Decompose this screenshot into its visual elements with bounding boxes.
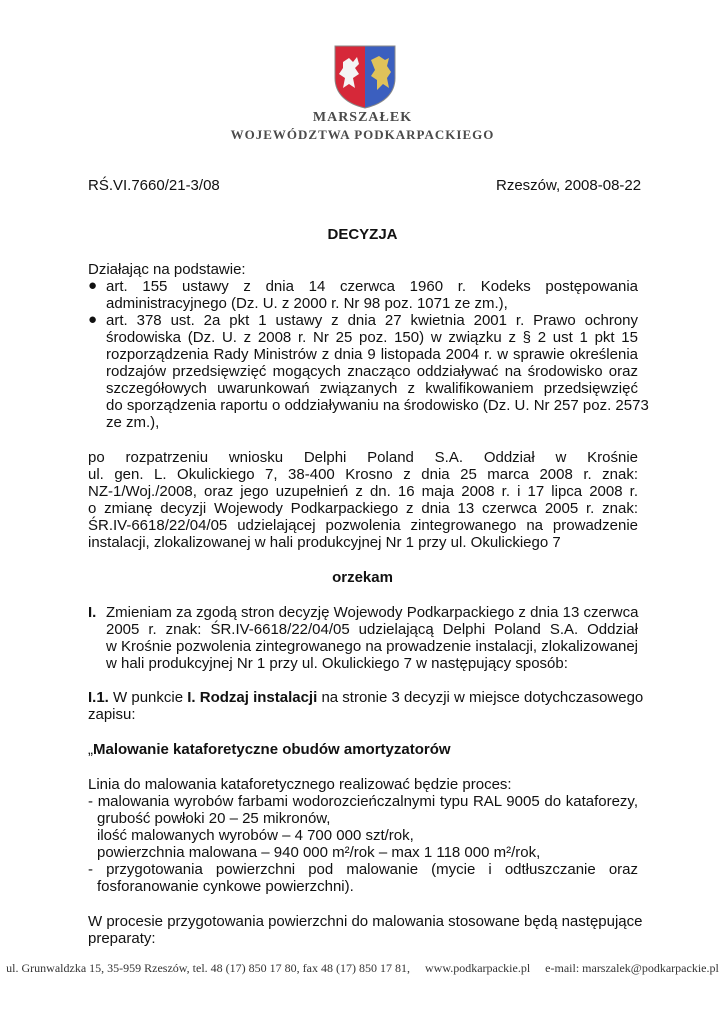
process-item-1: - malowania wyrobów farbami wodorozcieńczalnymi typu RAL 9005 do kataforezy,	[88, 793, 638, 810]
bullet-2-line-2: środowiska (Dz. U. z 2008 r. Nr 25 poz. 150) w związku z § 2 ust 1 pkt 15	[106, 329, 638, 346]
section-1-1-line-2: zapisu:	[88, 706, 136, 723]
process-item-2: grubość powłoki 20 – 25 mikronów,	[97, 810, 331, 827]
paragraph-1-line-5: ŚR.IV-6618/22/04/05 udzielającej pozwolenia zintegrowanego na prowadzenie	[88, 517, 638, 534]
header-title-line1: MARSZAŁEK	[312, 110, 413, 125]
section-1-1-bold: I. Rodzaj instalacji	[187, 689, 318, 706]
process-item-4: powierzchnia malowana – 940 000 m²/rok – max 1 118 000 m²/rok,	[97, 844, 541, 861]
section-1-line-4: w hali produkcyjnej Nr 1 przy ul. Okulickiego 7 w następujący sposób:	[106, 655, 568, 672]
paragraph-1-line-2: ul. gen. L. Okulickiego 7, 38-400 Krosno z dnia 25 marca 2008 r. znak:	[88, 466, 638, 483]
shield-icon	[333, 44, 397, 110]
process-item-5: - przygotowania powierzchni pod malowanie (mycie i odtłuszczanie oraz	[88, 861, 638, 878]
bullet-marker: ●	[88, 311, 98, 328]
paragraph-1-line-6: instalacji, zlokalizowanej w hali produkcyjnej Nr 1 przy ul. Okulickiego 7	[88, 534, 561, 551]
bullet-2-line-4: rodzajów przedsięwzięć mogących znacząco oddziaływać na środowisko oraz	[106, 363, 638, 380]
section-1-1-text-a: W punkcie	[113, 689, 184, 706]
reference-number: RŚ.VI.7660/21-3/08	[88, 177, 220, 194]
quote-heading	[88, 741, 451, 758]
paragraph-1-line-1: po rozpatrzeniu wniosku Delphi Poland S.A. Oddział w Krośnie	[88, 449, 638, 466]
section-1-line-2: 2005 r. znak: ŚR.IV-6618/22/04/05 udzielającą Delphi Poland S.A. Oddział	[106, 621, 638, 638]
bullet-2-line-1: art. 378 ust. 2a pkt 1 ustawy z dnia 27 kwietnia 2001 r. Prawo ochrony	[106, 312, 638, 329]
bullet-2-line-5: szczegółowych uwarunkowań związanych z kwalifikowaniem przedsięwzięć	[106, 380, 638, 397]
bullet-1-line-2: administracyjnego (Dz. U. z 2000 r. Nr 98 poz. 1071 ze zm.),	[106, 295, 508, 312]
paragraph-1-line-3: NZ-1/Woj./2008, oraz jego uzupełnień z dn. 16 maja 2008 r. i 17 lipca 2008 r.	[88, 483, 638, 500]
bullet-2-line-3: rozporządzenia Rady Ministrów z dnia 9 listopada 2004 r. w sprawie określenia	[106, 346, 638, 363]
process-item-3: ilość malowanych wyrobów – 4 700 000 szt/rok,	[97, 827, 414, 844]
closing-line-1: W procesie przygotowania powierzchni do malowania stosowane będą następujące	[88, 913, 643, 930]
bullet-1-line-1: art. 155 ustawy z dnia 14 czerwca 1960 r. Kodeks postępowania	[106, 278, 638, 295]
closing-line-2: preparaty:	[88, 930, 156, 947]
header-title-line2: WOJEWÓDZTWA PODKARPACKIEGO	[230, 127, 495, 142]
section-1-marker: I.	[88, 604, 97, 621]
bullet-2-line-7: ze zm.),	[106, 414, 160, 431]
coat-of-arms-emblem	[333, 44, 397, 110]
quote-heading-text: Malowanie kataforetyczne obudów amortyzatorów	[93, 741, 451, 758]
ruling-heading: orzekam	[332, 569, 393, 586]
footer-contact: ul. Grunwaldzka 15, 35-959 Rzeszów, tel. 48 (17) 850 17 80, fax 48 (17) 850 17 81, www.podkarpackie.pl e-mail: marszalek@podkarpackie.pl	[6, 961, 719, 975]
intro-text: Działając na podstawie:	[88, 261, 246, 278]
process-item-6: fosforanowanie cynkowe powierzchni).	[97, 878, 354, 895]
bullet-2-line-6: do sporządzenia raportu o oddziaływaniu na środowisko (Dz. U. Nr 257 poz. 2573	[106, 397, 649, 414]
document-title: DECYZJA	[327, 226, 398, 243]
quote-open: „	[88, 741, 93, 758]
section-1-1-marker: I.1.	[88, 689, 109, 706]
paragraph-1-line-4: o zmianę decyzji Wojewody Podkarpackiego z dnia 13 czerwca 2005 r. znak:	[88, 500, 638, 517]
section-1-line-1: Zmieniam za zgodą stron decyzję Wojewody Podkarpackiego z dnia 13 czerwca	[106, 604, 639, 621]
section-1-1-text-c: na stronie 3 decyzji w miejsce dotychczasowego	[321, 689, 644, 706]
section-1-line-3: w Krośnie pozwolenia zintegrowanego na prowadzenie instalacji, zlokalizowanej	[106, 638, 638, 655]
place-date: Rzeszów, 2008-08-22	[496, 177, 642, 194]
bullet-marker: ●	[88, 277, 98, 294]
section-1-1-line-1	[88, 689, 643, 706]
process-intro: Linia do malowania kataforetycznego realizować będzie proces:	[88, 776, 512, 793]
